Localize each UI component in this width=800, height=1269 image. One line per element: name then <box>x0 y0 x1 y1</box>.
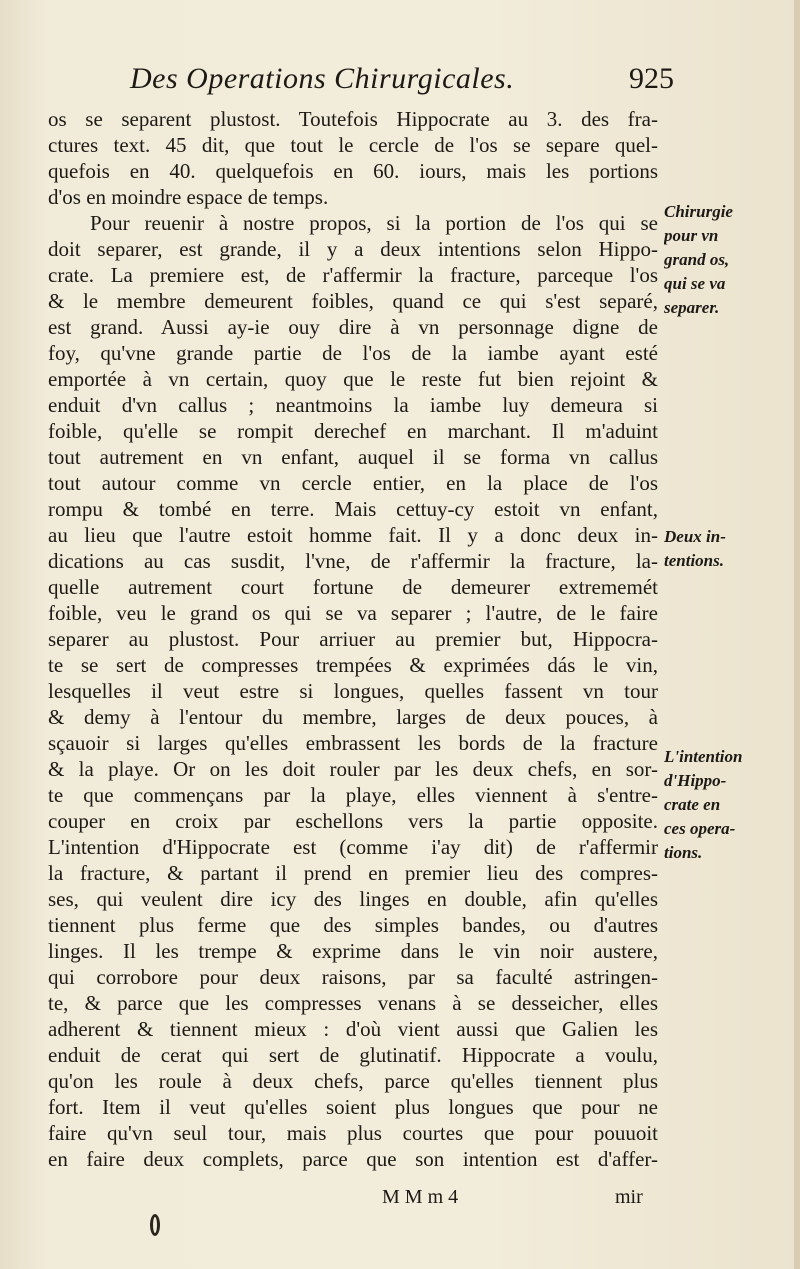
margin-note-line: crate en <box>664 795 721 814</box>
text-line: emportée à vn certain, quoy que le reste fut bien rejoint & <box>48 367 658 391</box>
text-line: ctures text. 45 dit, que tout le cercle de l'os se separe quel- <box>48 133 658 157</box>
text-line: & la playe. Or on les doit rouler par les deux chefs, en sor- <box>48 757 658 781</box>
text-line: te que commençans par la playe, elles viennent à s'entre- <box>48 783 658 807</box>
running-head <box>60 62 680 102</box>
text-line: enduit d'vn callus ; neantmoins la iambe luy demeura si <box>48 393 658 417</box>
margin-note-line: grand os, <box>664 250 730 269</box>
margin-note-line: pour vn <box>664 226 719 245</box>
text-line: separer au plustost. Pour arriuer au premier but, Hippocra- <box>48 627 658 651</box>
running-title: Des Operations Chirurgicales. <box>130 62 515 95</box>
margin-note-line: d'Hippo- <box>664 771 727 790</box>
catchword: mir <box>615 1186 643 1208</box>
text-line: lesquelles il veut estre si longues, quelles fassent vn tour <box>48 679 658 703</box>
margin-note-line: Chirurgie <box>664 202 733 221</box>
text-line: L'intention d'Hippocrate est (comme i'ay dit) de r'affermir <box>48 835 658 859</box>
text-line: d'os en moindre espace de temps. <box>48 185 329 209</box>
text-line: est grand. Aussi ay-ie ouy dire à vn personnage digne de <box>48 315 658 339</box>
margin-note-line: qui se va <box>664 274 726 293</box>
page-edge <box>794 0 800 1269</box>
ink-mark <box>150 1214 160 1236</box>
text-line: doit separer, est grande, il y a deux intentions selon Hippo- <box>48 237 658 261</box>
text-line: fort. Item il veut qu'elles soient plus longues que pour ne <box>48 1095 658 1119</box>
text-line: crate. La premiere est, de r'affermir la fracture, parceque l'os <box>48 263 658 287</box>
margin-note-line: ces opera- <box>664 819 736 838</box>
text-line: faire qu'vn seul tour, mais plus courtes que pour pouuoit <box>48 1121 658 1145</box>
text-line: couper en croix par eschellons vers la partie opposite. <box>48 809 658 833</box>
text-line: tout autrement en vn enfant, auquel il se forma vn callus <box>48 445 658 469</box>
text-line: & le membre demeurent foibles, quand ce qui s'est separé, <box>48 289 658 313</box>
text-line: adherent & tiennent mieux : d'où vient aussi que Galien les <box>48 1017 658 1041</box>
text-line: te, & parce que les compresses venans à se desseicher, elles <box>48 991 658 1015</box>
text-line: dications au cas susdit, l'vne, de r'affermir la fracture, la- <box>48 549 658 573</box>
text-line: te se sert de compresses trempées & exprimées dás le vin, <box>48 653 658 677</box>
text-line: qui corrobore pour deux raisons, par sa faculté astringen- <box>48 965 658 989</box>
signature-mark: M M m 4 <box>382 1186 459 1208</box>
text-line: tout autour comme vn cercle entier, en la place de l'os <box>48 471 658 495</box>
text-line: os se separent plustost. Toutefois Hippocrate au 3. des fra- <box>48 107 658 131</box>
text-line: enduit de cerat qui sert de glutinatif. Hippocrate a voulu, <box>48 1043 658 1067</box>
text-line: tiennent plus ferme que des simples bandes, ou d'autres <box>48 913 658 937</box>
text-line: la fracture, & partant il prend en premier lieu des compres- <box>48 861 658 885</box>
page-number: 925 <box>629 62 674 95</box>
text-line: foy, qu'vne grande partie de l'os de la iambe ayant esté <box>48 341 658 365</box>
text-line: & demy à l'entour du membre, larges de deux pouces, à <box>48 705 658 729</box>
text-line: ses, qui veulent dire icy des linges en double, afin qu'elles <box>48 887 658 911</box>
text-line: foible, veu le grand os qui se va separer ; l'autre, de le faire <box>48 601 658 625</box>
margin-note-line: separer. <box>664 298 720 317</box>
text-line: Pour reuenir à nostre propos, si la portion de l'os qui se <box>90 211 658 235</box>
margin-note-line: tentions. <box>664 551 724 570</box>
margin-note-line: tions. <box>664 843 703 862</box>
text-line: sçauoir si larges qu'elles embrassent les bords de la fracture <box>48 731 658 755</box>
text-line: au lieu que l'autre estoit homme fait. Il y a donc deux in- <box>48 523 658 547</box>
margin-note-line: Deux in- <box>664 527 726 546</box>
margin-note-line: L'intention <box>664 747 743 766</box>
text-line: qu'on les roule à deux chefs, parce qu'elles tiennent plus <box>48 1069 658 1093</box>
text-line: foible, qu'elle se rompit derechef en marchant. Il m'aduint <box>48 419 658 443</box>
text-line: linges. Il les trempe & exprime dans le vin noir austere, <box>48 939 658 963</box>
text-line: quefois en 40. quelquefois en 60. iours, mais les portions <box>48 159 658 183</box>
text-line: rompu & tombé en terre. Mais cettuy-cy estoit vn enfant, <box>48 497 658 521</box>
text-line: quelle autrement court fortune de demeurer extrememét <box>48 575 658 599</box>
text-line: en faire deux complets, parce que son intention est d'affer- <box>48 1147 658 1171</box>
